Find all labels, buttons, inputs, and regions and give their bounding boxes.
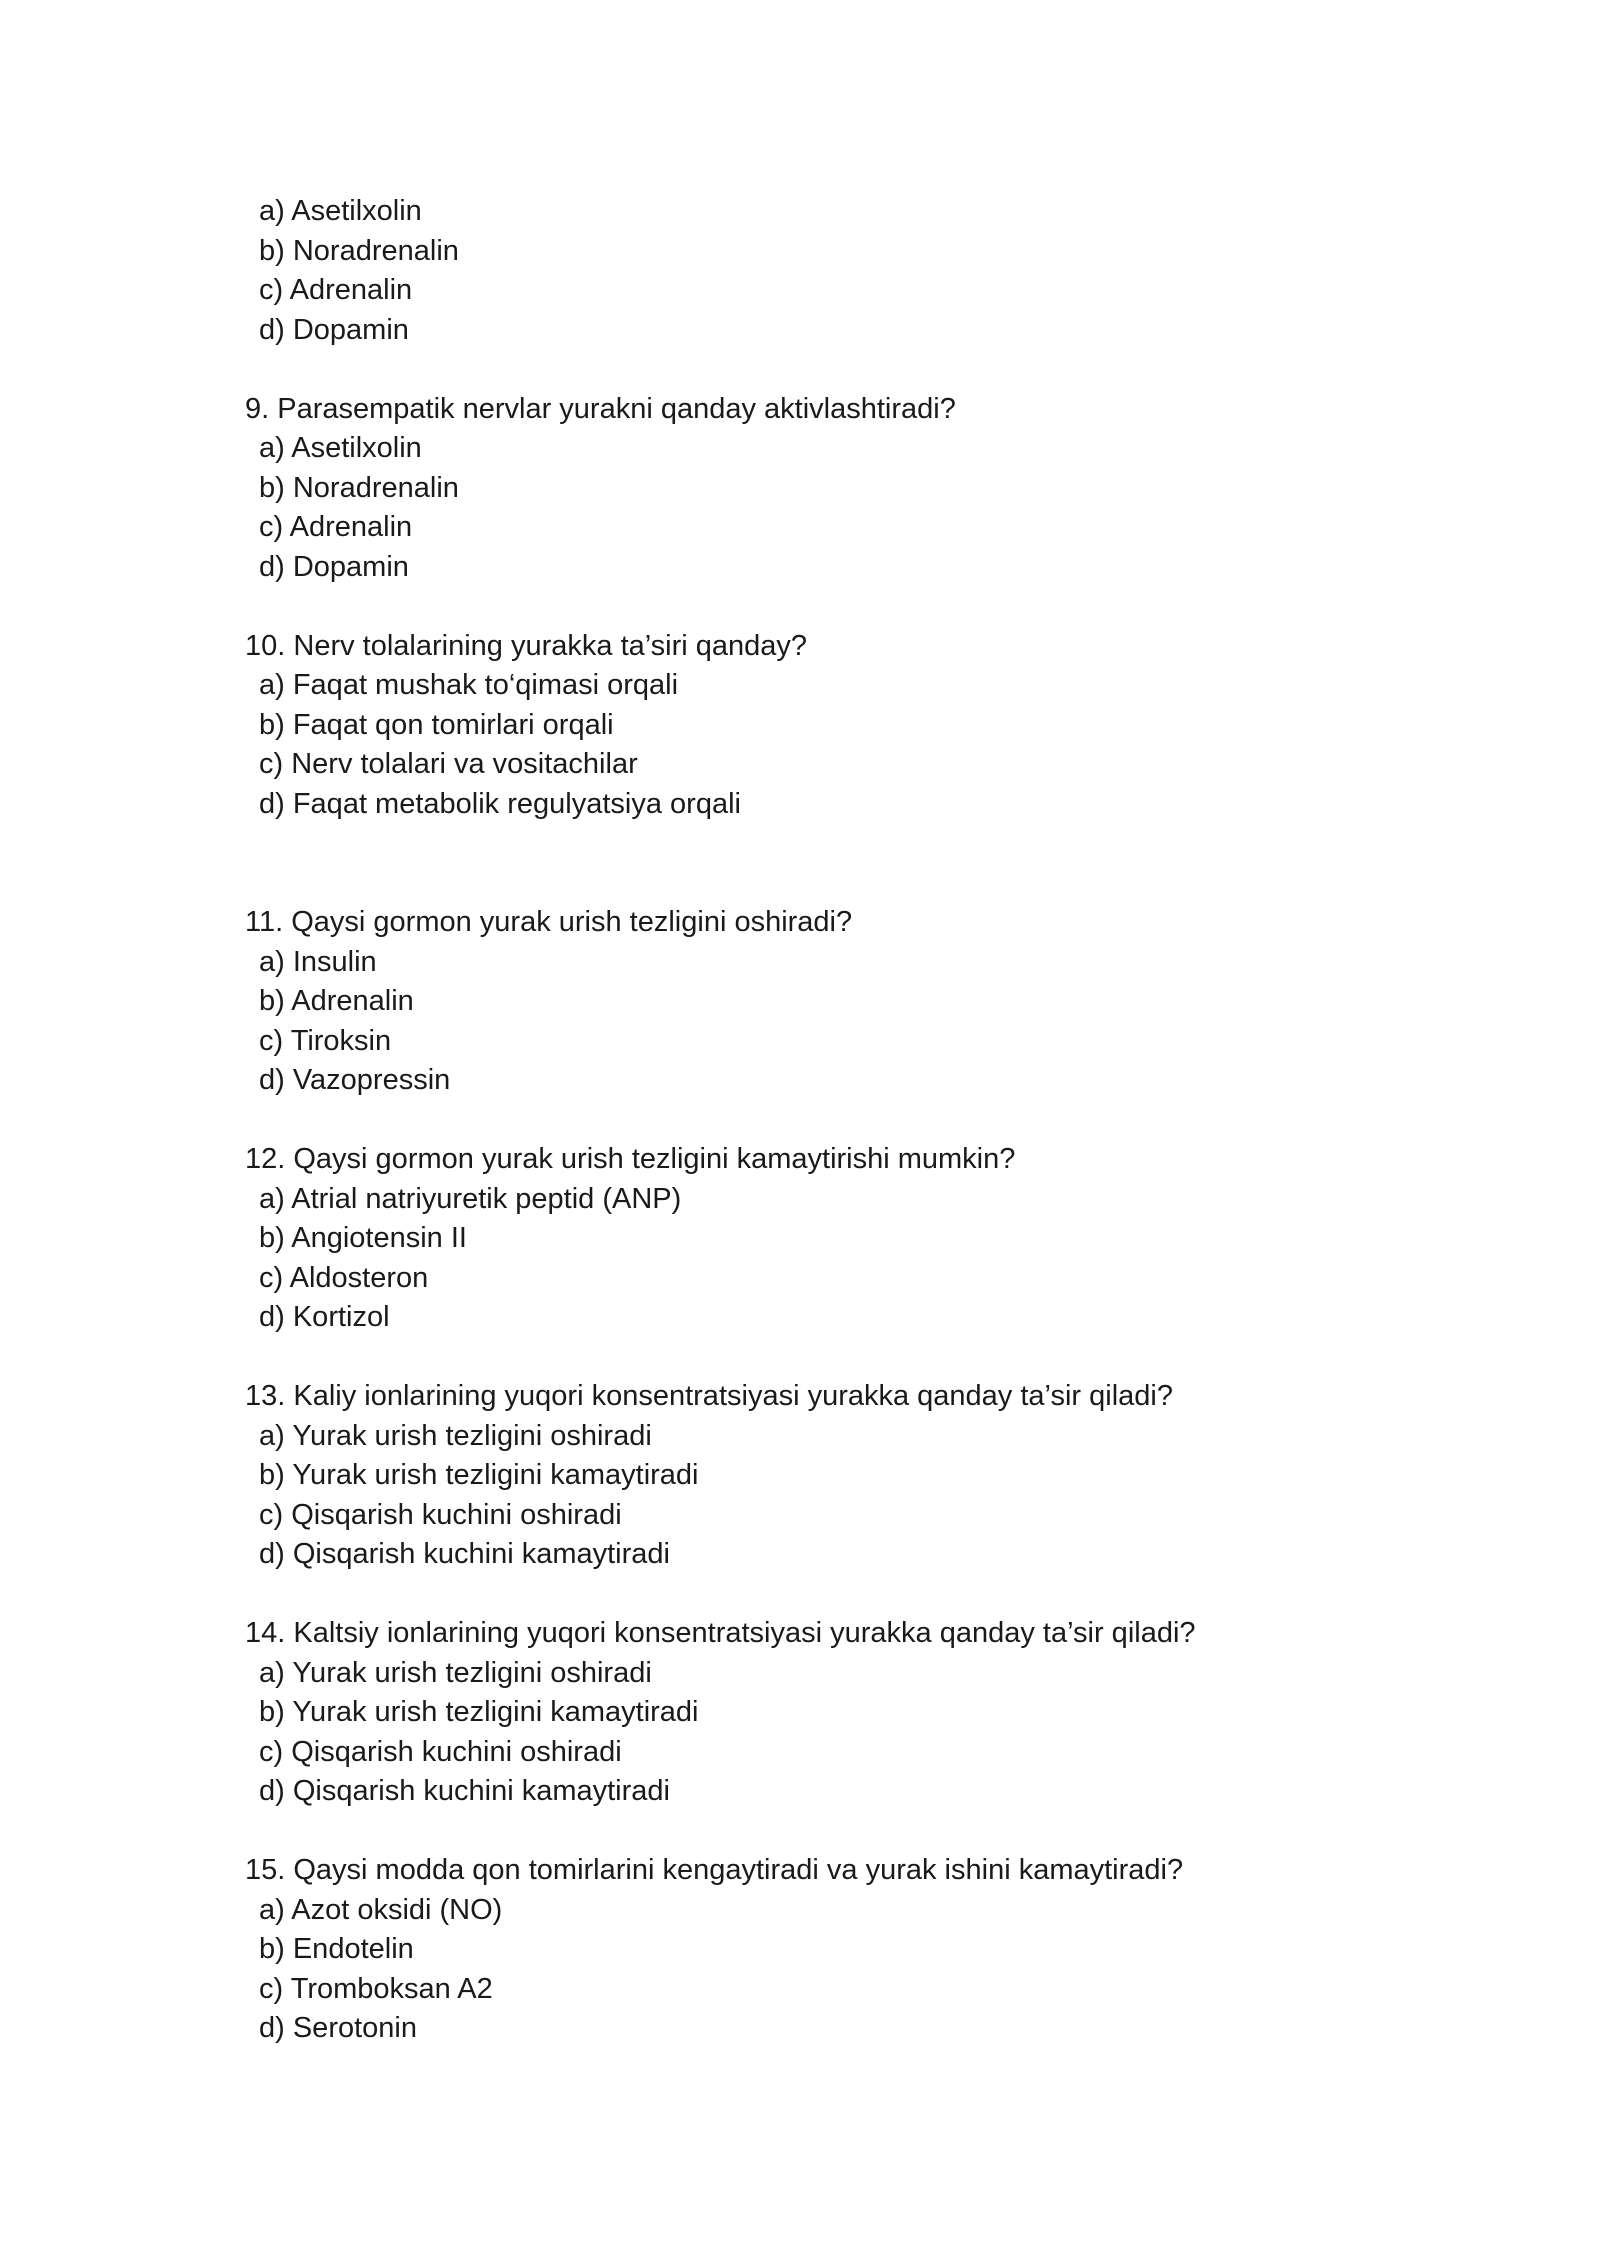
option-a: a) Azot oksidi (NO)	[259, 1893, 503, 1926]
option-c: c) Adrenalin	[259, 511, 413, 543]
options-list	[245, 1417, 1445, 1575]
options-list	[245, 192, 1445, 350]
quiz-content	[245, 192, 1445, 2049]
question-text: 12. Qaysi gormon yurak urish tezligini kamaytirishi mumkin?	[245, 1143, 1016, 1175]
option-c: c) Aldosteron	[259, 1261, 429, 1294]
option-b: b) Endotelin	[259, 1933, 414, 1965]
question-text: 14. Kaltsiy ionlarining yuqori konsentratsiyasi yurakka qanday ta’sir qiladi?	[245, 1617, 1196, 1649]
question-text: 9. Parasempatik nervlar yurakni qanday aktivlashtiradi?	[245, 392, 956, 425]
option-c: c) Qisqarish kuchini oshiradi	[259, 1735, 622, 1768]
option-c: c) Adrenalin	[259, 274, 413, 306]
question-block-11	[245, 903, 1445, 1101]
options-list	[245, 1891, 1445, 2049]
question-block-13	[245, 1377, 1445, 1575]
option-a: a) Asetilxolin	[259, 195, 422, 227]
options-list	[245, 943, 1445, 1101]
option-a: a) Faqat mushak to‘qimasi orqali	[259, 669, 679, 701]
options-list	[245, 666, 1445, 824]
question-text: 11. Qaysi gormon yurak urish tezligini oshiradi?	[245, 906, 853, 938]
option-b: b) Noradrenalin	[259, 471, 459, 504]
option-a: a) Yurak urish tezligini oshiradi	[259, 1656, 652, 1689]
question-block-continued	[245, 192, 1445, 350]
options-list	[245, 1654, 1445, 1812]
options-list	[245, 1180, 1445, 1338]
option-c: c) Tiroksin	[259, 1024, 392, 1057]
option-d: d) Dopamin	[259, 313, 409, 346]
question-block-14	[245, 1614, 1445, 1812]
option-c: c) Qisqarish kuchini oshiradi	[259, 1498, 622, 1531]
option-a: a) Asetilxolin	[259, 432, 422, 464]
question-text: 15. Qaysi modda qon tomirlarini kengaytiradi va yurak ishini kamaytiradi?	[245, 1854, 1184, 1886]
question-block-9	[245, 390, 1445, 588]
option-a: a) Atrial natriyuretik peptid (ANP)	[259, 1182, 682, 1215]
option-d: d) Faqat metabolik regulyatsiya orqali	[259, 787, 741, 820]
question-block-12	[245, 1140, 1445, 1338]
option-d: d) Kortizol	[259, 1301, 390, 1333]
option-d: d) Vazopressin	[259, 1064, 451, 1096]
option-c: c) Tromboksan A2	[259, 1972, 493, 2005]
option-b: b) Noradrenalin	[259, 234, 459, 267]
option-c: c) Nerv tolalari va vositachilar	[259, 748, 638, 780]
options-list	[245, 429, 1445, 587]
option-d: d) Serotonin	[259, 2012, 417, 2044]
question-text: 10. Nerv tolalarining yurakka ta’siri qanday?	[245, 629, 808, 662]
option-b: b) Faqat qon tomirlari orqali	[259, 708, 614, 741]
option-d: d) Qisqarish kuchini kamaytiradi	[259, 1775, 670, 1807]
option-d: d) Dopamin	[259, 550, 409, 583]
option-d: d) Qisqarish kuchini kamaytiradi	[259, 1538, 670, 1570]
question-block-10	[245, 627, 1445, 825]
question-text: 13. Kaliy ionlarining yuqori konsentratsiyasi yurakka qanday ta’sir qiladi?	[245, 1380, 1173, 1412]
option-b: b) Adrenalin	[259, 985, 414, 1017]
option-b: b) Yurak urish tezligini kamaytiradi	[259, 1696, 699, 1728]
option-b: b) Angiotensin II	[259, 1222, 467, 1254]
option-a: a) Yurak urish tezligini oshiradi	[259, 1419, 652, 1452]
question-block-15	[245, 1851, 1445, 2049]
option-b: b) Yurak urish tezligini kamaytiradi	[259, 1459, 699, 1491]
option-a: a) Insulin	[259, 945, 377, 978]
